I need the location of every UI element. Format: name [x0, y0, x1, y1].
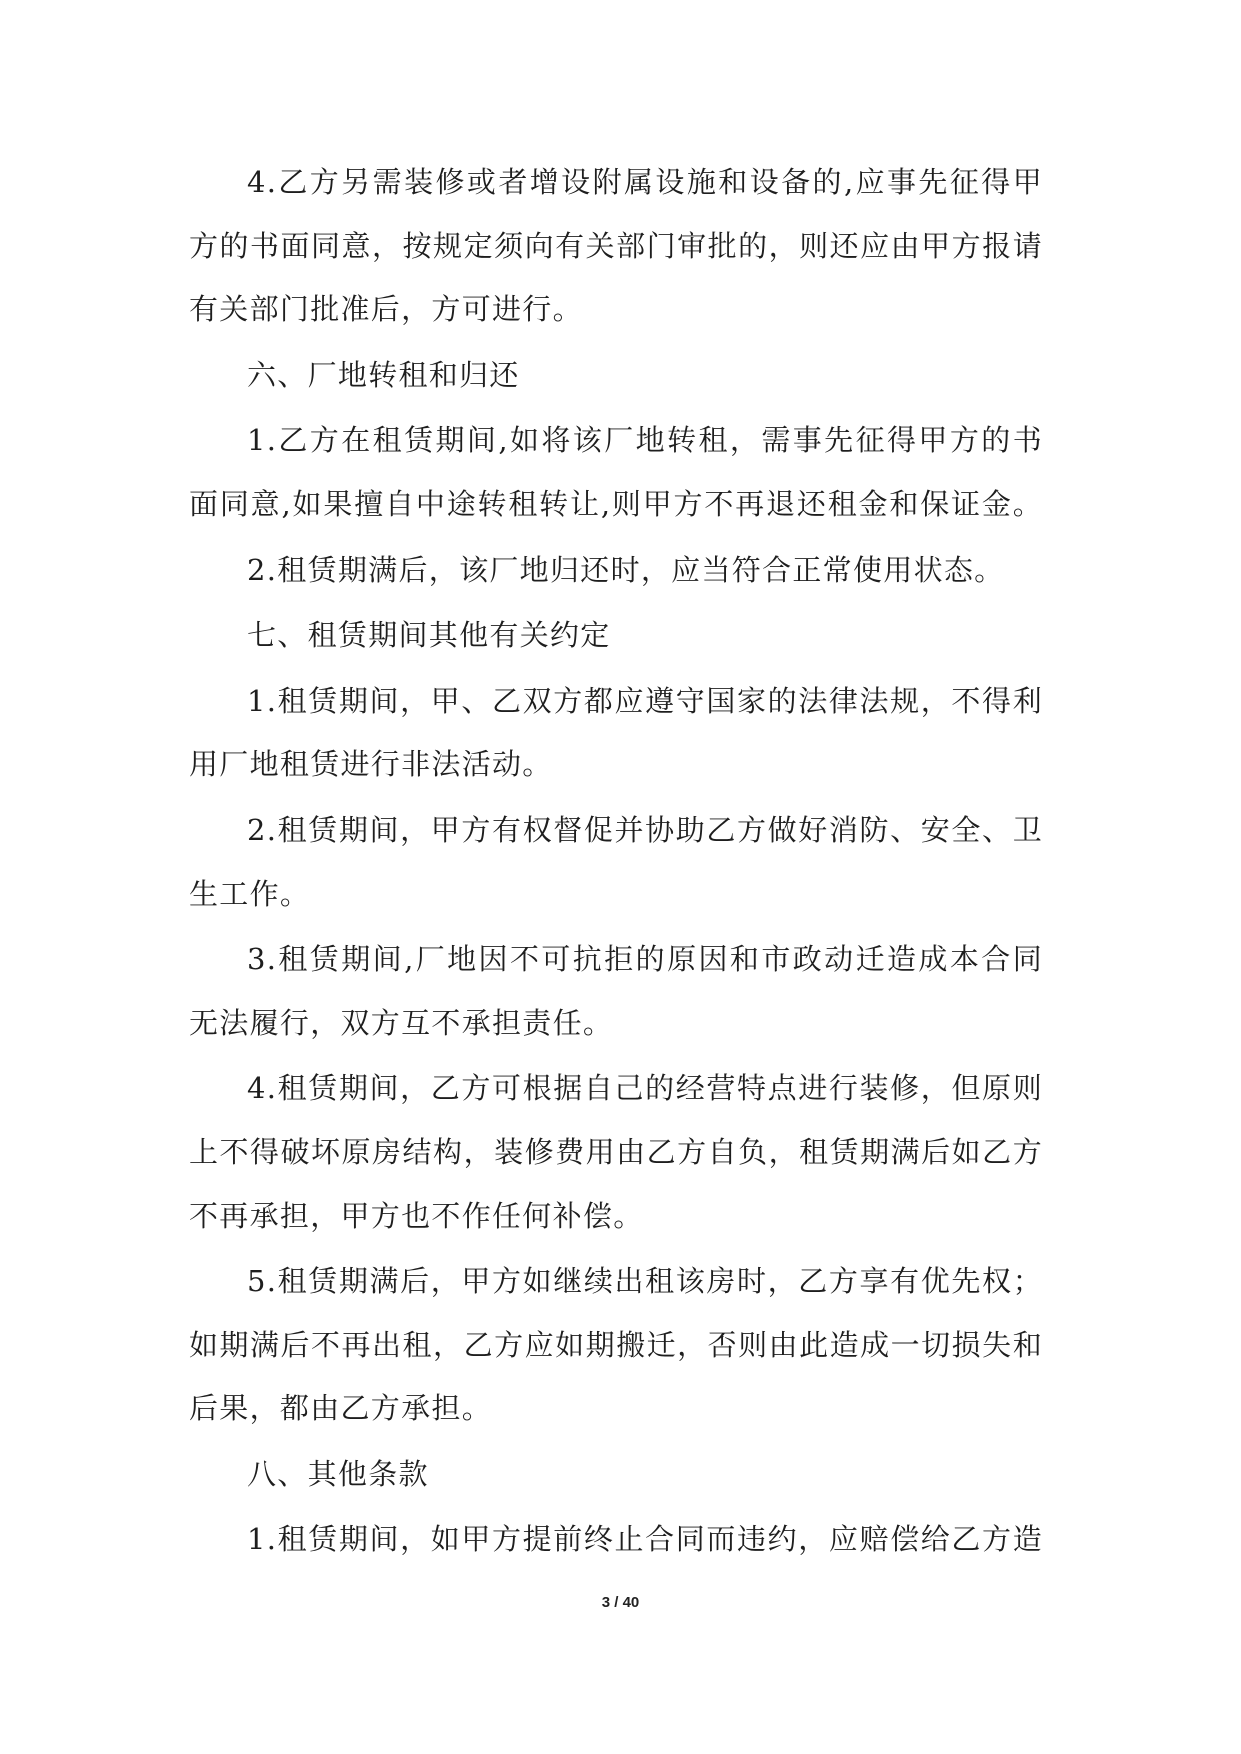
- text-line: 4.乙方另需装修或者增设附属设施和设备的,应事先征得甲: [247, 165, 1043, 199]
- text-line: 面同意,如果擅自中途转租转让,则甲方不再退还租金和保证金。: [189, 486, 1043, 521]
- text-line: 1.租赁期间，如甲方提前终止合同而违约，应赔偿给乙方造: [247, 1522, 1043, 1557]
- clause-return-condition: [189, 539, 1043, 603]
- clause-legal-compliance: [189, 670, 1043, 797]
- text-line: 不再承担，甲方也不作任何补偿。: [189, 1198, 644, 1233]
- text-line: 如期满后不再出租，乙方应如期搬迁，否则由此造成一切损失和: [189, 1327, 1043, 1362]
- section-heading-seven: [189, 604, 1043, 668]
- clause-sublease: [189, 409, 1043, 536]
- text-line: 3.租赁期间,厂地因不可抗拒的原因和市政动迁造成本合同: [247, 942, 1043, 977]
- clause-safety-supervision: [189, 799, 1043, 926]
- text-line: 5.租赁期满后，甲方如继续出租该房时，乙方享有优先权；: [247, 1264, 1043, 1299]
- text-line: 2.租赁期满后，该厂地归还时，应当符合正常使用状态。: [247, 552, 1005, 587]
- text-line: 用厂地租赁进行非法活动。: [189, 747, 553, 782]
- text-line: 有关部门批准后，方可进行。: [189, 292, 583, 327]
- clause-decoration-approval: [189, 151, 1043, 342]
- text-line: 方的书面同意，按规定须向有关部门审批的，则还应由甲方报请: [189, 228, 1043, 263]
- section-heading-six: [189, 344, 1043, 408]
- clause-priority-renewal: [189, 1250, 1043, 1441]
- text-line: 无法履行，双方互不承担责任。: [189, 1005, 614, 1040]
- clause-early-termination: [189, 1508, 1043, 1572]
- section-heading-text: 八、其他条款: [247, 1456, 429, 1491]
- clause-renovation: [189, 1057, 1043, 1248]
- text-line: 1.乙方在租赁期间,如将该厂地转租，需事先征得甲方的书: [247, 423, 1043, 458]
- text-line: 上不得破坏原房结构，装修费用由乙方自负，租赁期满后如乙方: [189, 1134, 1043, 1169]
- section-heading-text: 六、厂地转租和归还: [247, 357, 520, 392]
- section-heading-eight: [189, 1443, 1043, 1507]
- text-line: 生工作。: [189, 876, 311, 911]
- document-body: [189, 151, 1043, 1574]
- page-number: 3 / 40: [601, 1594, 640, 1611]
- text-line: 4.租赁期间，乙方可根据自己的经营特点进行装修，但原则: [247, 1071, 1043, 1106]
- text-line: 2.租赁期间，甲方有权督促并协助乙方做好消防、安全、卫: [247, 812, 1043, 847]
- section-heading-text: 七、租赁期间其他有关约定: [247, 618, 611, 653]
- text-line: 后果，都由乙方承担。: [189, 1391, 493, 1426]
- clause-force-majeure: [189, 928, 1043, 1055]
- text-line: 1.租赁期间，甲、乙双方都应遵守国家的法律法规，不得利: [247, 683, 1043, 718]
